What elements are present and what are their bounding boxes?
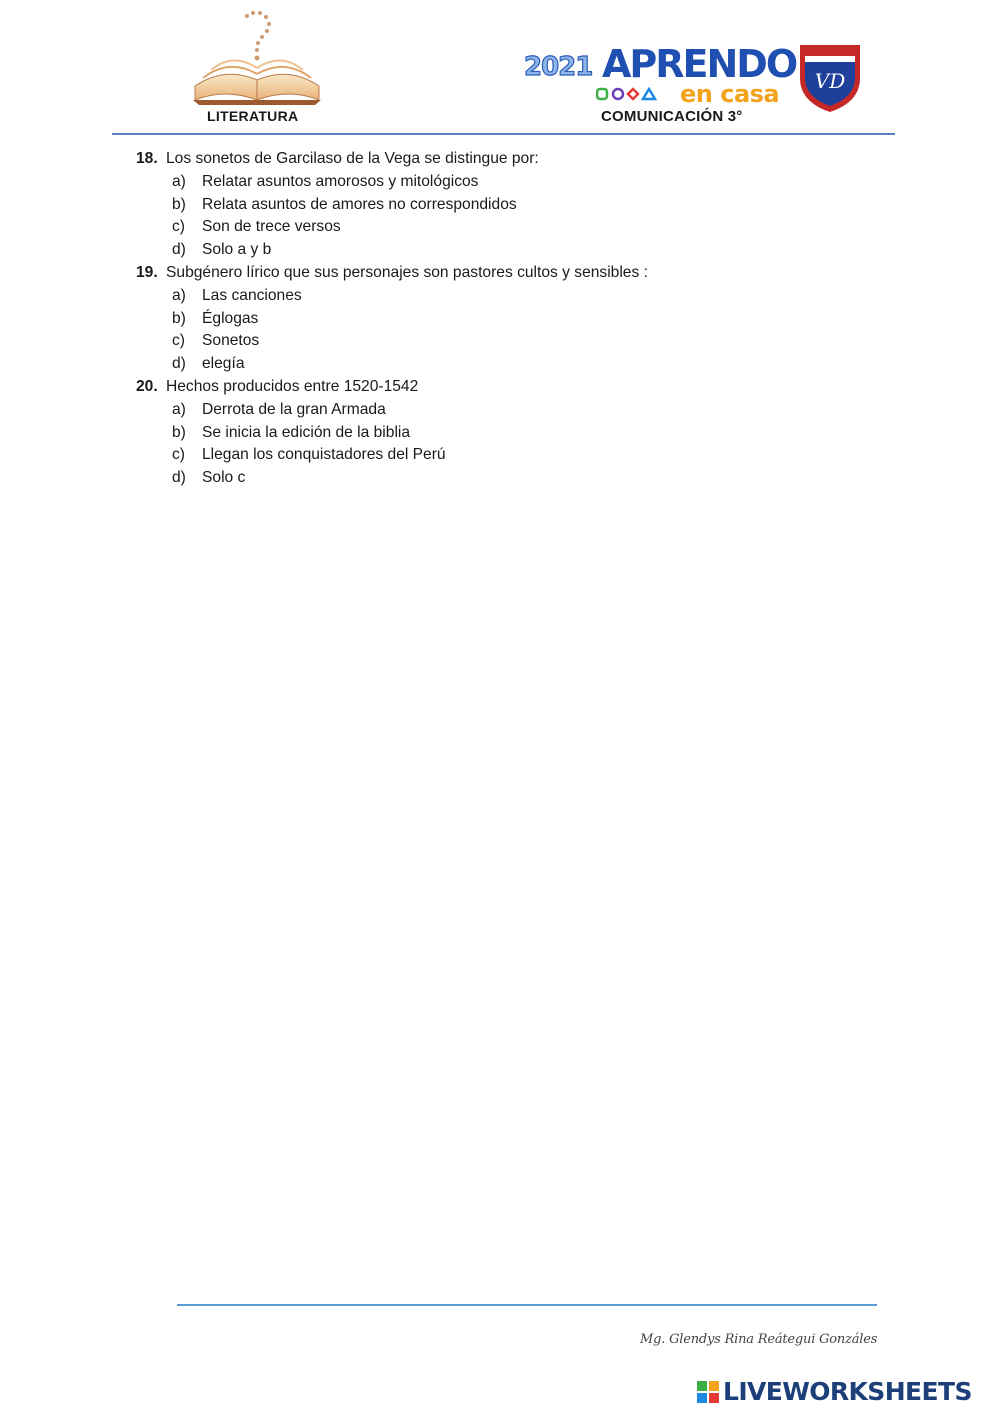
footer-divider <box>177 1304 877 1306</box>
brand-year: 2021 <box>524 52 593 82</box>
option-text: Solo a y b <box>202 241 272 259</box>
option <box>136 171 836 194</box>
crest-letters: VD <box>814 69 846 93</box>
option-letter: d) <box>172 469 186 487</box>
option <box>136 467 836 490</box>
option-text: Relata asuntos de amores no correspondidos <box>202 195 517 213</box>
question-19 <box>136 262 836 285</box>
liveworksheets-icon <box>697 1381 719 1403</box>
option <box>136 399 836 422</box>
question-number: 18. <box>136 150 158 167</box>
option <box>136 308 836 331</box>
option <box>136 353 836 376</box>
option-text: Se inicia la edición de la biblia <box>202 423 411 441</box>
option-text: Derrota de la gran Armada <box>202 400 386 418</box>
question-block <box>136 148 836 262</box>
question-text: Los sonetos de Garcilaso de la Vega se distingue por: <box>166 150 539 167</box>
aprendo-en-casa-logo <box>522 40 822 110</box>
question-block <box>136 376 836 490</box>
shapes-icon <box>596 87 676 101</box>
author-signature: Mg. Glendys Rina Reátegui Gonzáles <box>640 1332 878 1347</box>
option <box>136 194 836 217</box>
option-letter: a) <box>172 286 186 304</box>
brand-word: APRENDO <box>602 42 797 86</box>
option <box>136 444 836 467</box>
option-letter: d) <box>172 241 186 259</box>
liveworksheets-logo[interactable] <box>697 1377 972 1406</box>
option-text: Sonetos <box>202 332 260 350</box>
question-number: 20. <box>136 377 158 395</box>
option-text: Églogas <box>202 309 259 327</box>
question-number: 19. <box>136 263 158 281</box>
question-text: Hechos producidos entre 1520-1542 <box>166 377 419 395</box>
question-18 <box>136 148 836 171</box>
option-letter: c) <box>172 218 185 236</box>
header-divider <box>112 133 895 135</box>
section-label: LITERATURA <box>207 108 299 124</box>
option-letter: b) <box>172 309 186 327</box>
option-letter: b) <box>172 195 186 213</box>
option-letter: c) <box>172 332 185 350</box>
option-text: Llegan los conquistadores del Perú <box>202 446 446 464</box>
question-20 <box>136 376 836 399</box>
question-block <box>136 262 836 376</box>
option-text: Solo c <box>202 469 246 487</box>
option <box>136 330 836 353</box>
option-letter: a) <box>172 400 186 418</box>
option <box>136 285 836 308</box>
option <box>136 239 836 262</box>
question-list <box>136 148 836 490</box>
option-letter: d) <box>172 355 186 373</box>
open-book-logo <box>185 8 330 108</box>
option-text: elegía <box>202 355 245 373</box>
option-text: Son de trece versos <box>202 218 341 236</box>
liveworksheets-wordmark: LIVEWORKSHEETS <box>723 1377 972 1406</box>
option-text: Relatar asuntos amorosos y mitológicos <box>202 172 479 190</box>
brand-subword: en casa <box>680 80 780 108</box>
option-letter: c) <box>172 446 185 464</box>
option <box>136 216 836 239</box>
option-text: Las canciones <box>202 286 302 304</box>
option <box>136 422 836 445</box>
question-text: Subgénero lírico que sus personajes son pastores cultos y sensibles : <box>166 263 648 281</box>
school-crest-icon <box>797 42 863 114</box>
option-letter: b) <box>172 423 186 441</box>
course-label: COMUNICACIÓN 3° <box>601 108 743 125</box>
option-letter: a) <box>172 172 186 190</box>
